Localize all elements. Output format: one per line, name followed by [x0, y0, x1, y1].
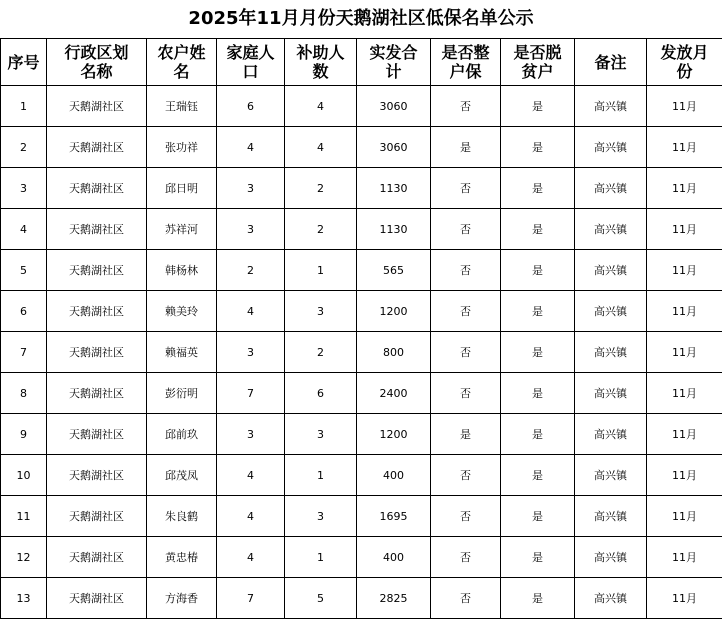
cell-col-whole-household: 否 [431, 86, 501, 127]
cell-col-aid-count: 4 [285, 127, 357, 168]
cell-col-aid-count: 2 [285, 168, 357, 209]
cell-col-index: 2 [1, 127, 47, 168]
cell-col-amount: 1200 [357, 291, 431, 332]
cell-col-month: 11月 [647, 455, 722, 496]
cell-col-amount: 400 [357, 455, 431, 496]
cell-col-household: 7 [217, 578, 285, 619]
cell-col-name: 彭衍明 [147, 373, 217, 414]
cell-col-month: 11月 [647, 168, 722, 209]
cell-col-note: 高兴镇 [575, 209, 647, 250]
cell-col-whole-household: 是 [431, 127, 501, 168]
table-row [1, 209, 722, 250]
cell-col-household: 3 [217, 414, 285, 455]
header-label: 数 [312, 62, 328, 81]
cell-col-index: 7 [1, 332, 47, 373]
header-label: 序号 [7, 53, 39, 72]
cell-col-name: 苏祥河 [147, 209, 217, 250]
header-col-amount [357, 39, 431, 86]
table-row [1, 332, 722, 373]
table-row [1, 291, 722, 332]
table-row [1, 537, 722, 578]
cell-col-note: 高兴镇 [575, 250, 647, 291]
cell-col-name: 邱日明 [147, 168, 217, 209]
cell-col-index: 1 [1, 86, 47, 127]
cell-col-index: 6 [1, 291, 47, 332]
cell-col-month: 11月 [647, 291, 722, 332]
cell-col-amount: 1130 [357, 209, 431, 250]
cell-col-note: 高兴镇 [575, 291, 647, 332]
cell-col-poverty: 是 [501, 127, 575, 168]
cell-col-household: 4 [217, 127, 285, 168]
cell-col-amount: 3060 [357, 86, 431, 127]
cell-col-district: 天鹅湖社区 [47, 332, 147, 373]
cell-col-poverty: 是 [501, 332, 575, 373]
cell-col-whole-household: 否 [431, 496, 501, 537]
cell-col-household: 4 [217, 455, 285, 496]
cell-col-amount: 565 [357, 250, 431, 291]
cell-col-whole-household: 否 [431, 168, 501, 209]
cell-col-district: 天鹅湖社区 [47, 86, 147, 127]
cell-col-name: 黄忠椿 [147, 537, 217, 578]
table-row [1, 86, 722, 127]
cell-col-month: 11月 [647, 332, 722, 373]
cell-col-household: 4 [217, 291, 285, 332]
header-label: 份 [676, 62, 692, 81]
cell-col-whole-household: 否 [431, 373, 501, 414]
cell-col-household: 3 [217, 332, 285, 373]
cell-col-month: 11月 [647, 578, 722, 619]
cell-col-index: 10 [1, 455, 47, 496]
cell-col-whole-household: 否 [431, 537, 501, 578]
cell-col-poverty: 是 [501, 373, 575, 414]
table-row [1, 578, 722, 619]
table-row [1, 373, 722, 414]
cell-col-name: 邱茂凤 [147, 455, 217, 496]
cell-col-aid-count: 2 [285, 209, 357, 250]
header-label: 口 [242, 62, 258, 81]
cell-col-district: 天鹅湖社区 [47, 455, 147, 496]
cell-col-month: 11月 [647, 250, 722, 291]
cell-col-aid-count: 1 [285, 455, 357, 496]
cell-col-note: 高兴镇 [575, 578, 647, 619]
cell-col-district: 天鹅湖社区 [47, 250, 147, 291]
header-label: 名 [173, 62, 189, 81]
cell-col-month: 11月 [647, 209, 722, 250]
cell-col-poverty: 是 [501, 414, 575, 455]
cell-col-poverty: 是 [501, 455, 575, 496]
table-row [1, 496, 722, 537]
header-label: 户保 [449, 62, 481, 81]
cell-col-district: 天鹅湖社区 [47, 209, 147, 250]
cell-col-amount: 2825 [357, 578, 431, 619]
cell-col-name: 邱前玖 [147, 414, 217, 455]
header-col-district [47, 39, 147, 86]
header-label: 是否整 [441, 43, 489, 62]
table-row [1, 250, 722, 291]
cell-col-name: 韩杨林 [147, 250, 217, 291]
cell-col-amount: 1130 [357, 168, 431, 209]
cell-col-month: 11月 [647, 127, 722, 168]
cell-col-amount: 1200 [357, 414, 431, 455]
header-col-name [147, 39, 217, 86]
cell-col-district: 天鹅湖社区 [47, 496, 147, 537]
cell-col-poverty: 是 [501, 496, 575, 537]
cell-col-district: 天鹅湖社区 [47, 537, 147, 578]
cell-col-poverty: 是 [501, 537, 575, 578]
cell-col-aid-count: 1 [285, 537, 357, 578]
cell-col-district: 天鹅湖社区 [47, 168, 147, 209]
cell-col-note: 高兴镇 [575, 332, 647, 373]
table-row [1, 455, 722, 496]
cell-col-district: 天鹅湖社区 [47, 414, 147, 455]
cell-col-district: 天鹅湖社区 [47, 373, 147, 414]
cell-col-name: 朱良鹤 [147, 496, 217, 537]
header-col-aid-count [285, 39, 357, 86]
cell-col-whole-household: 否 [431, 291, 501, 332]
header-label: 是否脱 [513, 43, 561, 62]
cell-col-whole-household: 否 [431, 209, 501, 250]
cell-col-district: 天鹅湖社区 [47, 291, 147, 332]
cell-col-household: 7 [217, 373, 285, 414]
cell-col-index: 13 [1, 578, 47, 619]
cell-col-note: 高兴镇 [575, 537, 647, 578]
cell-col-aid-count: 3 [285, 414, 357, 455]
cell-col-month: 11月 [647, 537, 722, 578]
cell-col-amount: 800 [357, 332, 431, 373]
header-label: 贫户 [521, 62, 553, 81]
cell-col-month: 11月 [647, 496, 722, 537]
table-header-row [1, 39, 722, 86]
cell-col-index: 12 [1, 537, 47, 578]
table-row [1, 414, 722, 455]
cell-col-name: 赖美玲 [147, 291, 217, 332]
cell-col-household: 4 [217, 496, 285, 537]
cell-col-aid-count: 2 [285, 332, 357, 373]
header-col-household [217, 39, 285, 86]
cell-col-note: 高兴镇 [575, 168, 647, 209]
cell-col-month: 11月 [647, 414, 722, 455]
cell-col-aid-count: 3 [285, 291, 357, 332]
cell-col-name: 王瑞钰 [147, 86, 217, 127]
cell-col-household: 6 [217, 86, 285, 127]
cell-col-poverty: 是 [501, 291, 575, 332]
cell-col-month: 11月 [647, 86, 722, 127]
cell-col-amount: 1695 [357, 496, 431, 537]
cell-col-index: 3 [1, 168, 47, 209]
header-label: 补助人 [296, 43, 344, 62]
cell-col-index: 9 [1, 414, 47, 455]
cell-col-amount: 400 [357, 537, 431, 578]
header-label: 备注 [594, 53, 626, 72]
cell-col-district: 天鹅湖社区 [47, 127, 147, 168]
cell-col-note: 高兴镇 [575, 496, 647, 537]
cell-col-index: 11 [1, 496, 47, 537]
cell-col-poverty: 是 [501, 578, 575, 619]
header-col-month [647, 39, 722, 86]
cell-col-note: 高兴镇 [575, 455, 647, 496]
cell-col-household: 2 [217, 250, 285, 291]
header-label: 发放月 [660, 43, 708, 62]
cell-col-household: 3 [217, 168, 285, 209]
cell-col-index: 8 [1, 373, 47, 414]
header-col-index [1, 39, 47, 86]
header-col-poverty [501, 39, 575, 86]
welfare-table [0, 38, 722, 619]
header-label: 农户姓 [157, 43, 205, 62]
cell-col-aid-count: 5 [285, 578, 357, 619]
cell-col-household: 3 [217, 209, 285, 250]
page-title: 2025年11月月份天鹅湖社区低保名单公示 [0, 0, 722, 38]
header-label: 实发合 [369, 43, 417, 62]
cell-col-amount: 2400 [357, 373, 431, 414]
cell-col-month: 11月 [647, 373, 722, 414]
cell-col-note: 高兴镇 [575, 86, 647, 127]
header-col-note [575, 39, 647, 86]
cell-col-name: 方海香 [147, 578, 217, 619]
cell-col-whole-household: 是 [431, 414, 501, 455]
header-col-whole-household [431, 39, 501, 86]
cell-col-district: 天鹅湖社区 [47, 578, 147, 619]
cell-col-note: 高兴镇 [575, 373, 647, 414]
cell-col-name: 张功祥 [147, 127, 217, 168]
cell-col-poverty: 是 [501, 168, 575, 209]
cell-col-aid-count: 1 [285, 250, 357, 291]
cell-col-whole-household: 否 [431, 578, 501, 619]
header-label: 行政区划 [64, 43, 128, 62]
cell-col-index: 5 [1, 250, 47, 291]
cell-col-household: 4 [217, 537, 285, 578]
cell-col-whole-household: 否 [431, 455, 501, 496]
cell-col-note: 高兴镇 [575, 127, 647, 168]
cell-col-amount: 3060 [357, 127, 431, 168]
header-label: 家庭人 [226, 43, 274, 62]
table-row [1, 168, 722, 209]
cell-col-note: 高兴镇 [575, 414, 647, 455]
cell-col-index: 4 [1, 209, 47, 250]
table-row [1, 127, 722, 168]
header-label: 计 [385, 62, 401, 81]
cell-col-aid-count: 4 [285, 86, 357, 127]
cell-col-poverty: 是 [501, 209, 575, 250]
cell-col-whole-household: 否 [431, 250, 501, 291]
cell-col-aid-count: 3 [285, 496, 357, 537]
header-label: 名称 [80, 62, 112, 81]
cell-col-poverty: 是 [501, 250, 575, 291]
cell-col-poverty: 是 [501, 86, 575, 127]
cell-col-whole-household: 否 [431, 332, 501, 373]
cell-col-aid-count: 6 [285, 373, 357, 414]
cell-col-name: 赖福英 [147, 332, 217, 373]
table-body [1, 86, 722, 619]
